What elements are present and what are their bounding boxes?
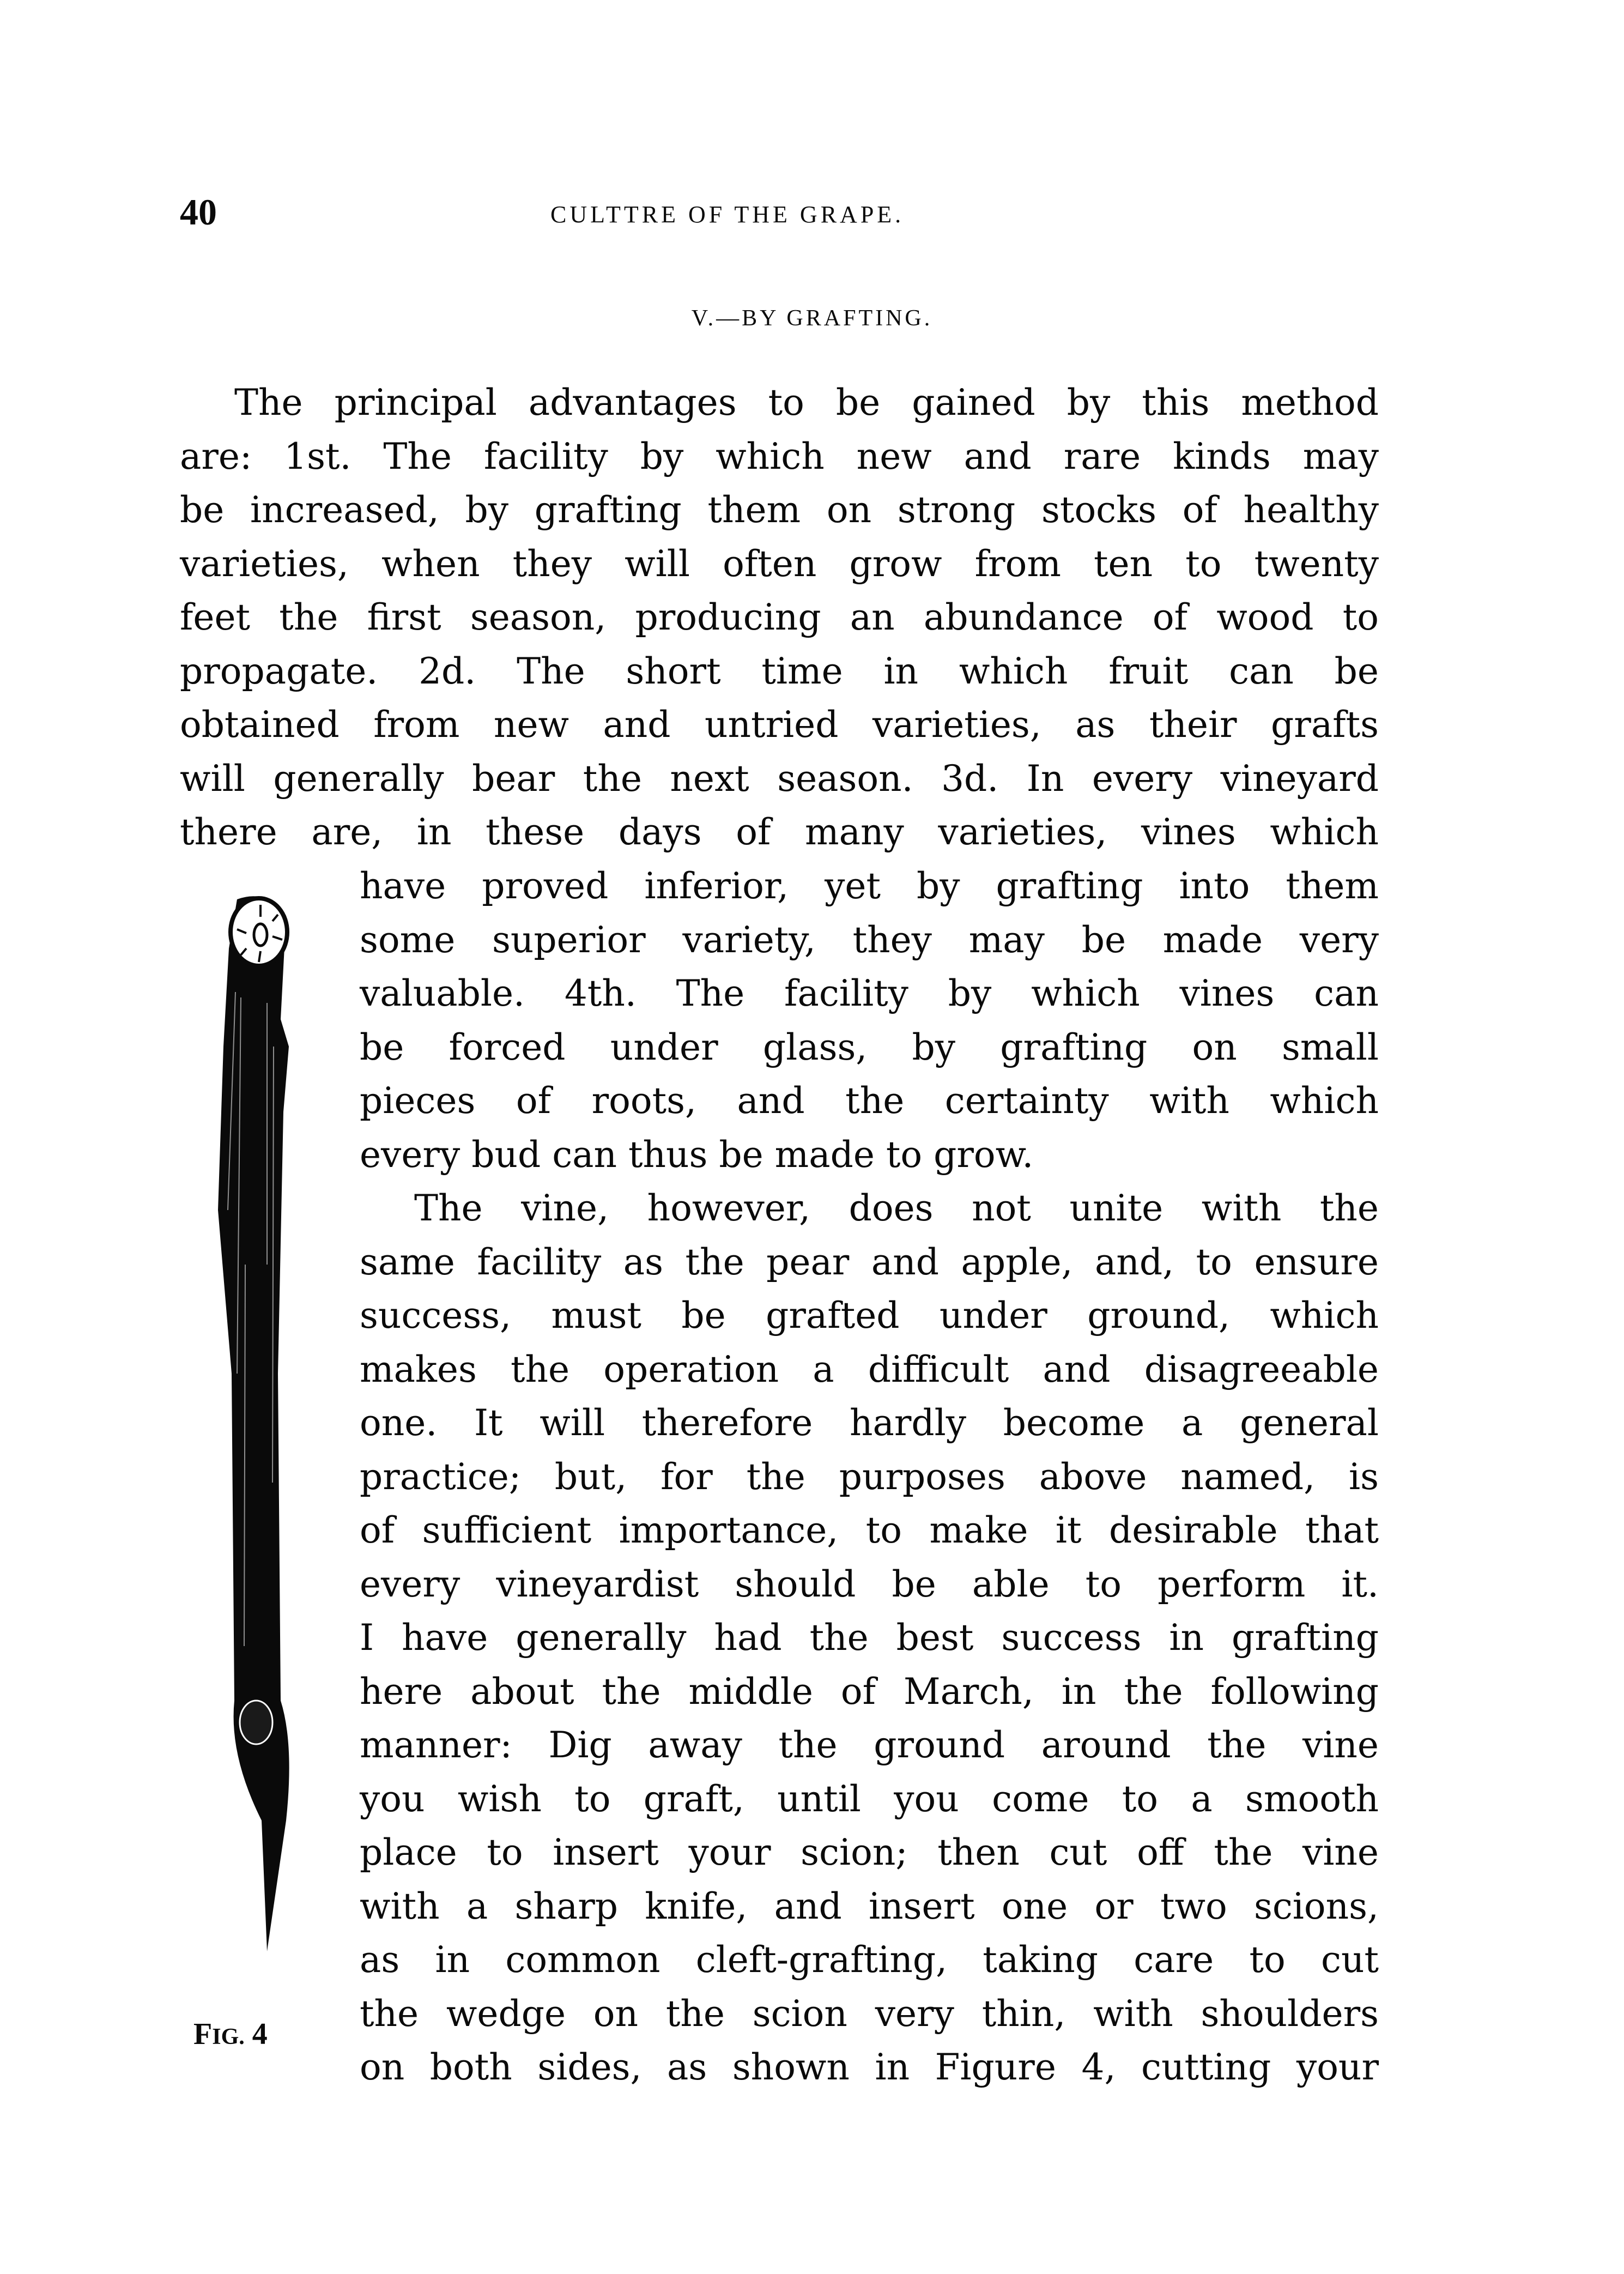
text-line: The vine, however, does not unite with the	[414, 1187, 1379, 1229]
scion-illustration	[185, 883, 316, 1973]
scion-stem	[218, 896, 289, 1951]
text-line: varieties, when they will often grow from ten to twenty	[180, 542, 1379, 585]
text-line: success, must be grafted under ground, which	[360, 1295, 1379, 1336]
text-line: with a sharp knife, and insert one or two scions,	[360, 1885, 1379, 1927]
caption-prefix: F	[193, 2017, 213, 2051]
text-line: makes the operation a difficult and disagreeable	[360, 1348, 1379, 1390]
text-line: place to insert your scion; then cut off the vine	[360, 1831, 1379, 1873]
text-line: The principal advantages to be gained by this method	[234, 382, 1379, 424]
paragraph-top	[180, 376, 1379, 860]
caption-smallcaps: IG.	[212, 2024, 245, 2049]
caption-number: 4	[252, 2017, 268, 2051]
text-line: there are, in these days of many varieties, vines which	[180, 811, 1379, 853]
text-line: the wedge on the scion very thin, with shoulders	[360, 1992, 1379, 2035]
text-line: feet the first season, producing an abundance of wood to	[180, 596, 1379, 638]
text-line: are: 1st. The facility by which new and rare kinds may	[180, 435, 1379, 477]
running-head	[180, 191, 1379, 251]
text-line: obtained from new and untried varieties, as their grafts	[180, 704, 1379, 746]
text-line: every vineyardist should be able to perform it.	[360, 1563, 1379, 1605]
text-line: pieces of roots, and the certainty with which	[360, 1080, 1379, 1122]
text-line: practice; but, for the purposes above named, is	[360, 1455, 1379, 1498]
text-line: manner: Dig away the ground around the vine	[360, 1724, 1379, 1766]
paragraph-beside-figure	[360, 860, 1379, 2095]
text-line: same facility as the pear and apple, and, to ensure	[360, 1241, 1379, 1283]
text-line: you wish to graft, until you come to a smooth	[360, 1777, 1379, 1820]
text-line: some superior variety, they may be made very	[360, 918, 1379, 961]
figure-caption	[193, 2017, 268, 2052]
text-line: propagate. 2d. The short time in which fruit can be	[180, 650, 1379, 692]
text-line: be increased, by grafting them on strong stocks of healthy	[180, 489, 1379, 531]
text-line: be forced under glass, by grafting on small	[360, 1026, 1379, 1068]
text-line: every bud can thus be made to grow.	[360, 1133, 1034, 1176]
text-line: on both sides, as shown in Figure 4, cutting your	[360, 2046, 1379, 2088]
page-number: 40	[180, 191, 217, 233]
text-line: here about the middle of March, in the following	[360, 1670, 1379, 1713]
section-heading: V.—BY GRAFTING.	[691, 306, 933, 331]
text-line: will generally bear the next season. 3d. In every vineyard	[180, 757, 1379, 800]
running-title: CULTTRE OF THE GRAPE.	[550, 201, 905, 228]
text-line: as in common cleft-grafting, taking care to cut	[360, 1939, 1379, 1981]
text-line: have proved inferior, yet by grafting into them	[360, 865, 1379, 907]
bud-node	[240, 1701, 272, 1744]
text-line: valuable. 4th. The facility by which vines can	[360, 972, 1379, 1014]
text-line: of sufficient importance, to make it desirable that	[360, 1509, 1379, 1551]
text-line: one. It will therefore hardly become a general	[360, 1402, 1379, 1444]
text-line: I have generally had the best success in grafting	[360, 1617, 1379, 1659]
